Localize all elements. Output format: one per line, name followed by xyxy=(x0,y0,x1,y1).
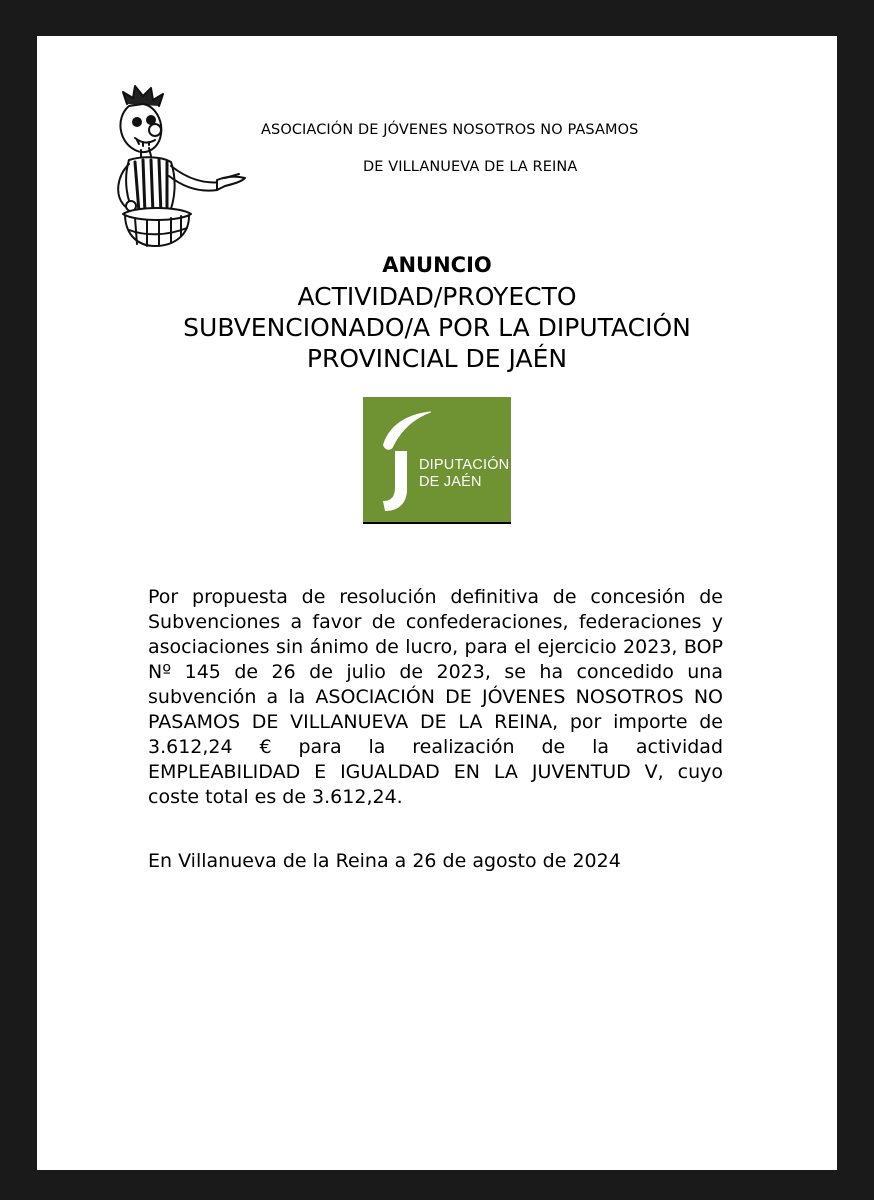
place-and-date: En Villanueva de la Reina a 26 de agosto de 2024 xyxy=(148,850,621,872)
clown-mascot-icon xyxy=(105,84,255,254)
logo-text-line-2: DE JAÉN xyxy=(419,474,482,490)
logo-underline-divider xyxy=(363,522,511,524)
announcement-body-paragraph: Por propuesta de resolución definitiva de concesión de Subvenciones a favor de confederaciones, federaciones y asociaciones sin ánimo de lucro, para el ejercicio 2023, BOP Nº 145 de 26 de julio de 2023, se ha concedido una subvención a la ASOCIACIÓN DE JÓVENES NOSOTROS NO PASAMOS DE VILLANUEVA DE LA REINA, por importe de 3.612,24 € para la realización de la actividad EMPLEABILIDAD E IGUALDAD EN LA JUVENTUD V, cuyo coste total es de 3.612,24. xyxy=(148,586,723,808)
association-name-line-1: ASOCIACIÓN DE JÓVENES NOSOTROS NO PASAMOS xyxy=(261,122,639,138)
announcement-heading: ANUNCIO xyxy=(382,253,492,277)
document-page xyxy=(37,36,837,1170)
logo-text-line-1: DIPUTACIÓN xyxy=(419,457,510,473)
announcement-title xyxy=(37,251,837,374)
diputacion-jaen-logo xyxy=(363,397,511,523)
title-line-1: ACTIVIDAD/PROYECTO xyxy=(297,282,577,311)
title-line-2: SUBVENCIONADO/A POR LA DIPUTACIÓN xyxy=(183,313,691,342)
title-line-3: PROVINCIAL DE JAÉN xyxy=(306,344,568,373)
association-name-line-2: DE VILLANUEVA DE LA REINA xyxy=(363,159,578,175)
